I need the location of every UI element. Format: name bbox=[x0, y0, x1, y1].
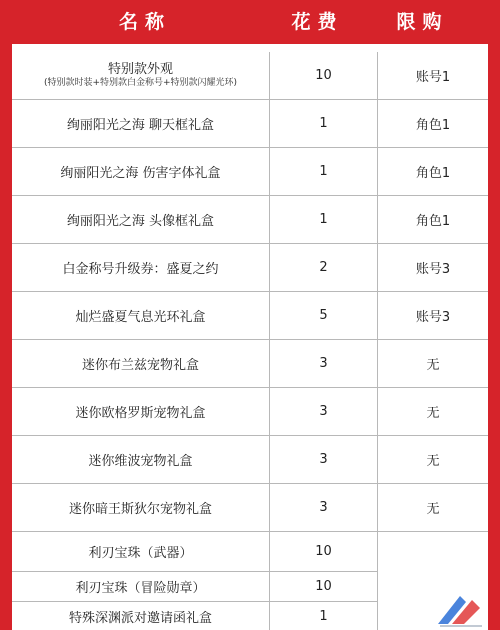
item-limit: 无 bbox=[378, 340, 488, 388]
table-row bbox=[12, 100, 488, 148]
item-cost: 1 bbox=[270, 602, 378, 630]
table-row bbox=[12, 436, 488, 484]
item-cost: 10 bbox=[270, 572, 378, 602]
item-name: 绚丽阳光之海 头像框礼盒 bbox=[12, 196, 270, 244]
item-cost: 1 bbox=[270, 196, 378, 244]
table-row bbox=[12, 388, 488, 436]
purchase-table bbox=[12, 44, 488, 630]
item-name: 迷你维波宠物礼盒 bbox=[12, 436, 270, 484]
item-name: 迷你暗王斯狄尔宠物礼盒 bbox=[12, 484, 270, 532]
table-row bbox=[12, 292, 488, 340]
item-name: 绚丽阳光之海 聊天框礼盒 bbox=[12, 100, 270, 148]
item-name: 迷你欧格罗斯宠物礼盒 bbox=[12, 388, 270, 436]
table-row bbox=[12, 52, 488, 100]
item-cost: 3 bbox=[270, 436, 378, 484]
table-row bbox=[12, 572, 488, 602]
item-cost: 1 bbox=[270, 100, 378, 148]
table-row bbox=[12, 602, 488, 630]
item-limit: 账号3 bbox=[378, 244, 488, 292]
item-name: 白金称号升级券：盛夏之约 bbox=[12, 244, 270, 292]
item-limit: 账号3 bbox=[378, 292, 488, 340]
item-cost: 3 bbox=[270, 340, 378, 388]
header-limit: 限购 bbox=[396, 11, 449, 33]
item-name: 特殊深渊派对邀请函礼盒 bbox=[12, 602, 270, 630]
item-limit: 无 bbox=[378, 388, 488, 436]
item-limit: 角色1 bbox=[378, 196, 488, 244]
item-cost: 10 bbox=[270, 532, 378, 572]
item-name: 利刃宝珠（冒险勋章） bbox=[12, 572, 270, 602]
item-subtitle: (特别款时装+特别款白金称号+特别款闪耀光环) bbox=[43, 78, 238, 88]
item-limit bbox=[378, 532, 488, 572]
item-name: 迷你布兰兹宠物礼盒 bbox=[12, 340, 270, 388]
item-cost: 10 bbox=[270, 52, 378, 100]
table-row bbox=[12, 196, 488, 244]
item-cost: 1 bbox=[270, 148, 378, 196]
item-limit: 角色1 bbox=[378, 100, 488, 148]
item-cost: 2 bbox=[270, 244, 378, 292]
table-row bbox=[12, 484, 488, 532]
item-cost: 3 bbox=[270, 388, 378, 436]
item-name: 绚丽阳光之海 伤害字体礼盒 bbox=[12, 148, 270, 196]
item-limit: 无 bbox=[378, 436, 488, 484]
header-cost: 花费 bbox=[291, 11, 344, 33]
item-cost: 5 bbox=[270, 292, 378, 340]
item-limit: 账号1 bbox=[378, 52, 488, 100]
item-name: 特别款外观 bbox=[107, 61, 173, 77]
table-header bbox=[0, 0, 500, 44]
table-row bbox=[12, 244, 488, 292]
item-limit: 角色1 bbox=[378, 148, 488, 196]
item-cost: 3 bbox=[270, 484, 378, 532]
table-row bbox=[12, 532, 488, 572]
table-row bbox=[12, 148, 488, 196]
table-row bbox=[12, 340, 488, 388]
logo-watermark-icon bbox=[430, 590, 490, 630]
item-limit: 无 bbox=[378, 484, 488, 532]
item-name: 利刃宝珠（武器） bbox=[12, 532, 270, 572]
header-name: 名称 bbox=[118, 11, 171, 33]
item-name: 灿烂盛夏气息光环礼盒 bbox=[12, 292, 270, 340]
